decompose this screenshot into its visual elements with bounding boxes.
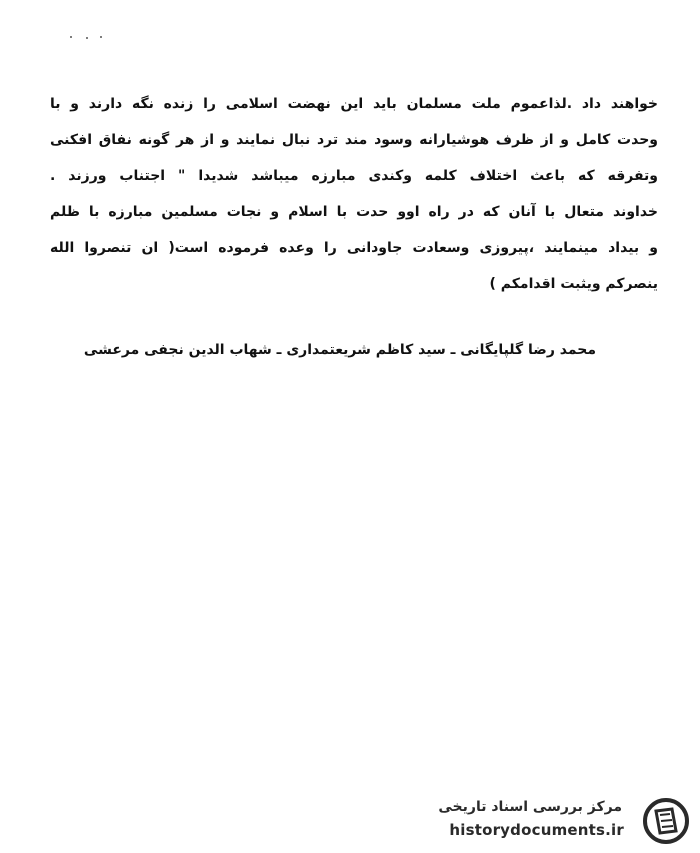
scan-speck (70, 36, 72, 38)
body-line-4: خداوند متعال با آنان که در راه اوو حدت با اسلام و نجات مسلمین مبارزه با ظلم (50, 204, 658, 220)
body-line-3: وتفرقه که باعث اختلاف کلمه وکندی مبارزه میباشد شدیدا " اجتناب ورزند . (50, 168, 658, 184)
watermark (410, 797, 692, 847)
scan-speck (100, 36, 102, 38)
body-line-6: ینصرکم ویثبت اقدامکم ) (489, 276, 658, 292)
watermark-org-name: مرکز بررسی اسناد تاریخی (438, 799, 622, 815)
document-center-logo-icon (642, 797, 690, 845)
scan-speck (86, 37, 88, 39)
watermark-website: historydocuments.ir (449, 821, 624, 839)
signatories-line: محمد رضا گلپایگانی ـ سید کاظم شریعتمداری ـ شهاب الدین نجفی مرعشی (83, 342, 596, 358)
body-line-2: وحدت کامل و از ظرف هوشیارانه وسود مند ترد نبال نمایند و از هر گونه نفاق افکنی (50, 132, 658, 148)
body-line-1: خواهند داد .لذاعموم ملت مسلمان باید این نهضت اسلامی را زنده نگه دارند و با (50, 96, 658, 112)
body-line-5: و بیداد مینمایند ،پیروزی وسعادت جاودانی را وعده فرموده است( ان تنصروا الله (50, 240, 658, 256)
declaration-body (50, 86, 658, 302)
